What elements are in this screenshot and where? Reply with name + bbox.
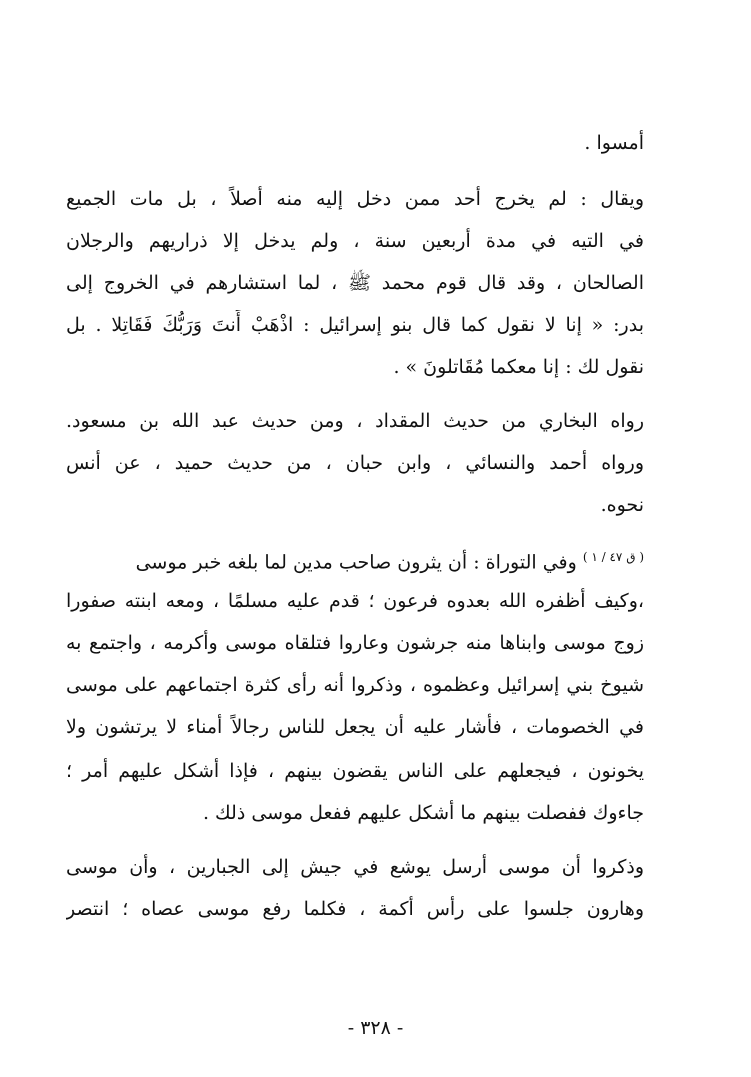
text-line: رواه البخاري من حديث المقداد ، ومن حديث عبد الله بن مسعود. (66, 410, 644, 432)
text-line-content: وفي التوراة : أن يثرون صاحب مدين لما بلغه خبر موسى (135, 551, 577, 574)
text-line: ورواه أحمد والنسائي ، وابن حبان ، من حديث حميد ، عن أنس (66, 452, 644, 474)
text-line: يخونون ، فيجعلهم على الناس يقضون بينهم ، فإذا أشكل عليهم أمر ؛ (66, 760, 644, 782)
text-line: الصالحان ، وقد قال قوم محمد ﷺ ، لما استشارهم في الخروج إلى (66, 272, 644, 294)
text-line: وهارون جلسوا على رأس أكمة ، فكلما رفع موسى عصاه ؛ انتصر (66, 898, 644, 920)
text-line: نحوه. (600, 494, 644, 516)
text-line: زوج موسى وابناها منه جرشون وعاروا فتلقاه موسى وأكرمه ، واجتمع به (66, 632, 644, 654)
text-line: وذكروا أن موسى أرسل يوشع في جيش إلى الجبارين ، وأن موسى (66, 856, 644, 878)
text-line: نقول لك : إنا معكما مُقَاتلونَ » . (393, 356, 644, 378)
text-line (66, 542, 644, 574)
page-number: - ٣٢٨ - (347, 1017, 404, 1039)
marginal-reference: ( ق ٤٧ / ١ ) (582, 550, 644, 564)
text-line: أمسوا . (584, 132, 644, 154)
text-line: جاءوك ففصلت بينهم ما أشكل عليهم ففعل موسى ذلك . (202, 802, 644, 824)
text-line: في الخصومات ، فأشار عليه أن يجعل للناس رجالاً أمناء لا يرتشون ولا (66, 716, 644, 738)
text-line: شيوخ بني إسرائيل وعظموه ، وذكروا أنه رأى كثرة اجتماعهم على موسى (66, 674, 644, 696)
text-line: بدر: « إنا لا نقول كما قال بنو إسرائيل : اذْهَبْ أَنتَ وَرَبُّكَ فَقَاتِلا . بل (66, 314, 644, 336)
text-line: في التيه في مدة أربعين سنة ، ولم يدخل إلا ذراريهم والرجلان (66, 230, 644, 252)
text-line: ،وكيف أظفره الله بعدوه فرعون ؛ قدم عليه مسلمًا ، ومعه ابنته صفورا (66, 590, 644, 612)
text-line: ويقال : لم يخرج أحد ممن دخل إليه منه أصلاً ، بل مات الجميع (66, 188, 644, 210)
